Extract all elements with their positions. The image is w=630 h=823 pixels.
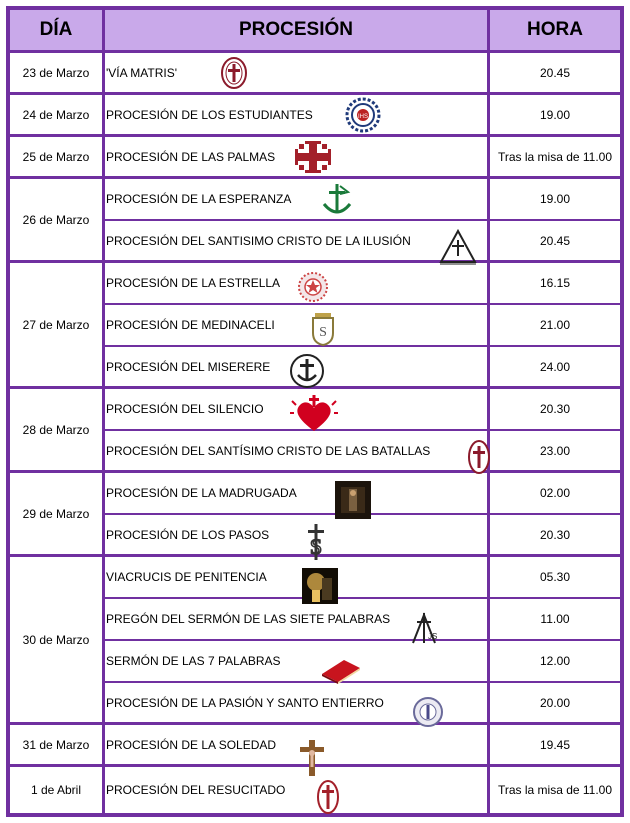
day-cell: 1 de Abril — [10, 767, 102, 813]
procession-hora: 05.30 — [490, 557, 620, 597]
procession-name: VIACRUCIS DE PENITENCIA — [105, 557, 487, 597]
row-divider — [105, 681, 620, 683]
day-cell: 23 de Marzo — [10, 53, 102, 92]
procession-hora: Tras la misa de 11.00 — [490, 137, 620, 176]
procession-hora: 12.00 — [490, 641, 620, 681]
row-divider — [105, 639, 620, 641]
crucifix-icon — [298, 739, 326, 777]
procession-hora: 02.00 — [490, 473, 620, 513]
procession-hora: 19.45 — [490, 725, 620, 764]
procession-hora: 21.00 — [490, 305, 620, 345]
procession-hora: 24.00 — [490, 347, 620, 386]
procession-hora: Tras la misa de 11.00 — [490, 767, 620, 813]
procession-name: PROCESIÓN DEL MISERERE — [105, 347, 487, 386]
schedule-table — [6, 6, 624, 817]
svg-text:JS: JS — [428, 632, 438, 641]
row-divider — [105, 345, 620, 347]
triangle-emblem-icon — [438, 228, 478, 266]
day-cell: 24 de Marzo — [10, 95, 102, 134]
procession-hora: 20.00 — [490, 683, 620, 722]
row-divider — [105, 303, 620, 305]
procession-name: PROCESIÓN DE LA ESTRELLA — [105, 263, 487, 303]
monogram-cross-icon — [302, 522, 330, 562]
sacred-heart-icon — [290, 395, 338, 435]
day-cell: 31 de Marzo — [10, 725, 102, 764]
anchor-circle-icon — [289, 353, 325, 389]
procession-name: PROCESIÓN DE LA PASIÓN Y SANTO ENTIERRO — [105, 683, 487, 722]
header-hora: HORA — [490, 10, 620, 50]
day-cell: 28 de Marzo — [10, 389, 102, 470]
day-cell: 25 de Marzo — [10, 137, 102, 176]
procession-hora: 23.00 — [490, 431, 620, 470]
svg-text:S: S — [309, 534, 323, 559]
row-divider — [105, 219, 620, 221]
procession-name: PROCESIÓN DEL SANTÍSIMO CRISTO DE LAS BATALLAS — [105, 431, 487, 470]
procession-name: PROCESIÓN DE LA MADRUGADA — [105, 473, 487, 513]
row-divider — [105, 597, 620, 599]
procession-name: PROCESIÓN DE LA ESPERANZA — [105, 179, 487, 219]
procession-hora: 11.00 — [490, 599, 620, 639]
shield-emblem-icon — [311, 311, 335, 347]
svg-text:IHS: IHS — [357, 114, 369, 120]
alpha-cross-icon — [409, 611, 439, 645]
procession-name: PROCESIÓN DEL SILENCIO — [105, 389, 487, 429]
cross-seal-icon — [220, 56, 248, 90]
procession-hora: 19.00 — [490, 179, 620, 219]
day-cell: 30 de Marzo — [10, 557, 102, 722]
procession-hora: 19.00 — [490, 95, 620, 134]
star-emblem-icon — [295, 269, 331, 305]
procession-name: PROCESIÓN DEL SANTISIMO CRISTO DE LA ILUSIÓN — [105, 221, 487, 260]
day-cell: 27 de Marzo — [10, 263, 102, 386]
anchor-cross-icon — [320, 182, 354, 218]
procession-name: PREGÓN DEL SERMÓN DE LAS SIETE PALABRAS — [105, 599, 487, 639]
header-procesion: PROCESIÓN — [105, 10, 487, 50]
procession-name: PROCESIÓN DE LAS PALMAS — [105, 137, 487, 176]
red-book-icon — [320, 656, 362, 684]
jerusalem-cross-icon — [291, 139, 335, 175]
dark-photo-icon — [335, 481, 371, 519]
round-seal-icon — [412, 695, 444, 729]
header-dia: DÍA — [10, 10, 102, 50]
row-divider — [105, 429, 620, 431]
candle-photo-icon — [302, 568, 338, 604]
cross-oval-icon — [467, 439, 491, 475]
procession-name: PROCESIÓN DE MEDINACELI — [105, 305, 487, 345]
procession-name: 'VÍA MATRIS' — [105, 53, 487, 92]
procession-name: PROCESIÓN DE LOS ESTUDIANTES — [105, 95, 487, 134]
procession-name: PROCESIÓN DE LOS PASOS — [105, 515, 487, 554]
day-cell: 29 de Marzo — [10, 473, 102, 554]
svg-text:S: S — [319, 325, 327, 340]
procession-hora: 20.45 — [490, 53, 620, 92]
procession-name: PROCESIÓN DEL RESUCITADO — [105, 767, 487, 813]
cross-oval-red-icon — [316, 779, 340, 815]
day-cell: 26 de Marzo — [10, 179, 102, 260]
procession-hora: 20.30 — [490, 515, 620, 554]
procession-hora: 20.30 — [490, 389, 620, 429]
procession-hora: 20.45 — [490, 221, 620, 260]
procession-name: SERMÓN DE LAS 7 PALABRAS — [105, 641, 487, 681]
procession-hora: 16.15 — [490, 263, 620, 303]
university-seal-icon — [345, 97, 381, 133]
procession-name: PROCESIÓN DE LA SOLEDAD — [105, 725, 487, 764]
